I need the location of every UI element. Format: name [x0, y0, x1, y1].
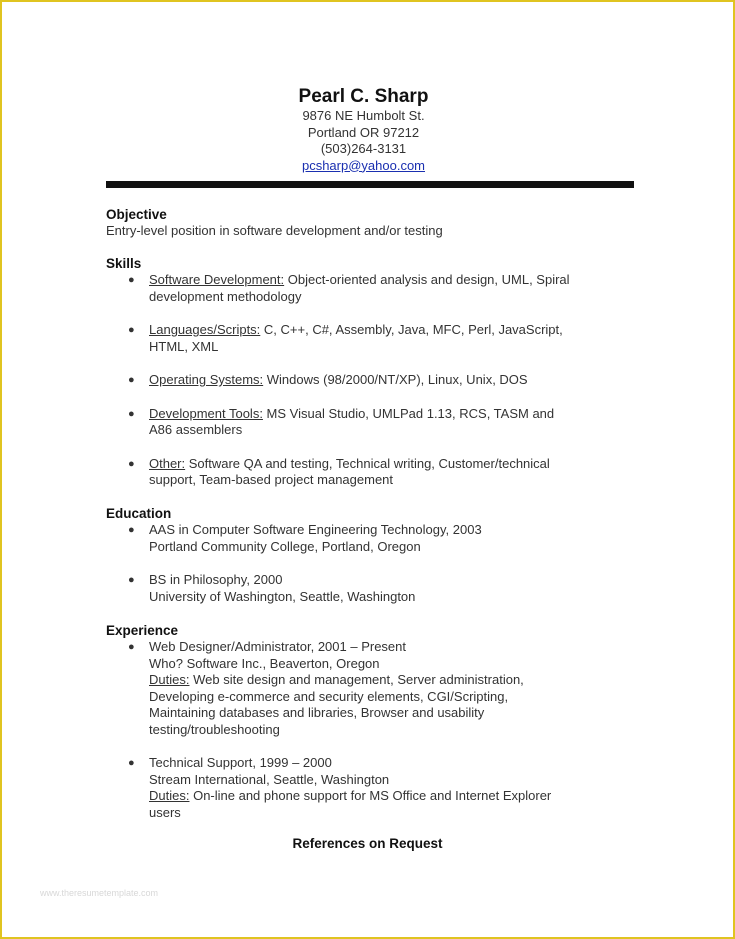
duties-text: Web site design and management, Server administration,: [189, 672, 524, 687]
skill-detail: MS Visual Studio, UMLPad 1.13, RCS, TASM and: [262, 405, 555, 421]
job-title: Web Designer/Administrator, 2001 – Present: [149, 639, 407, 654]
degree: AAS in Computer Software Engineering Technology, 2003: [149, 522, 482, 537]
skill-detail: Windows (98/2000/NT/XP), Linux, Unix, DOS: [263, 372, 528, 387]
education-heading: Education: [106, 506, 172, 521]
bullet-icon: ●: [128, 457, 135, 470]
duties-text-cont: Developing e-commerce and security elements, CGI/Scripting,: [149, 688, 509, 704]
skill-detail-cont: HTML, XML: [149, 338, 219, 354]
bullet-icon: ●: [128, 324, 135, 336]
experience-heading: Experience: [106, 623, 179, 638]
education-list: [106, 522, 626, 605]
phone-number: (503)264-3131: [320, 141, 407, 156]
duties-text-cont: users: [149, 804, 181, 820]
bullet-icon: ●: [128, 641, 135, 653]
list-item: [106, 639, 626, 738]
school: Portland Community College, Portland, Oregon: [149, 538, 421, 554]
skill-detail-cont: development methodology: [149, 288, 302, 304]
bullet-icon: ●: [128, 274, 135, 286]
objective-section: [106, 206, 626, 240]
list-item: [106, 456, 626, 489]
duties-text: On-line and phone support for MS Office and Internet Explorer: [189, 788, 552, 803]
skills-heading: Skills: [106, 256, 142, 271]
degree: BS in Philosophy, 2000: [149, 572, 283, 587]
list-item: [106, 755, 626, 821]
school: University of Washington, Seattle, Washington: [149, 588, 416, 604]
employer: Who? Software Inc., Beaverton, Oregon: [149, 655, 380, 671]
skills-section: [106, 255, 626, 489]
experience-section: [106, 622, 626, 821]
skill-detail: C, C++, C#, Assembly, Java, MFC, Perl, JavaScript,: [260, 322, 563, 337]
list-item: [106, 572, 626, 605]
candidate-name: Pearl C. Sharp: [298, 86, 429, 107]
references-note: References on Request: [292, 836, 443, 851]
objective-text: Entry-level position in software development and/or testing: [106, 223, 443, 238]
resume-header: [0, 86, 735, 174]
street-address: 9876 NE Humbolt St.: [302, 108, 425, 123]
watermark-text: www.theresumetemplate.com: [40, 888, 159, 898]
email-link[interactable]: pcsharp@yahoo.com: [301, 157, 426, 173]
bullet-icon: ●: [128, 407, 135, 420]
bullet-icon: ●: [128, 374, 135, 386]
duties-label: Duties:: [149, 788, 190, 803]
skill-detail: Object-oriented analysis and design, UML, Spiral: [284, 272, 570, 287]
skills-list: [106, 272, 626, 489]
duties-label: Duties:: [149, 672, 190, 687]
job-title: Technical Support, 1999 – 2000: [149, 755, 332, 770]
skill-detail-cont: A86 assemblers: [149, 422, 243, 437]
duties-text-cont: Maintaining databases and libraries, Browser and usability: [149, 705, 485, 720]
list-item: [106, 522, 626, 555]
list-item: [106, 272, 626, 305]
skill-label: Other:: [149, 455, 186, 471]
header-divider: [106, 181, 634, 188]
skill-label: Software Development:: [149, 272, 285, 287]
skill-detail: Software QA and testing, Technical writing, Customer/technical: [185, 455, 550, 471]
bullet-icon: ●: [128, 524, 135, 536]
objective-heading: Objective: [106, 207, 167, 222]
education-section: [106, 505, 626, 605]
skill-detail-cont: support, Team-based project management: [149, 472, 394, 487]
bullet-icon: ●: [128, 574, 135, 586]
skill-label: Development Tools:: [149, 405, 263, 421]
list-item: [106, 406, 626, 439]
bullet-icon: ●: [128, 757, 135, 769]
experience-list: [106, 639, 626, 821]
skill-label: Operating Systems:: [149, 372, 264, 387]
list-item: [106, 372, 626, 389]
employer: Stream International, Seattle, Washington: [149, 771, 390, 787]
duties-text-cont: testing/troubleshooting: [149, 721, 280, 737]
list-item: [106, 322, 626, 355]
skill-label: Languages/Scripts:: [149, 322, 261, 337]
city-state-zip: Portland OR 97212: [307, 124, 420, 140]
